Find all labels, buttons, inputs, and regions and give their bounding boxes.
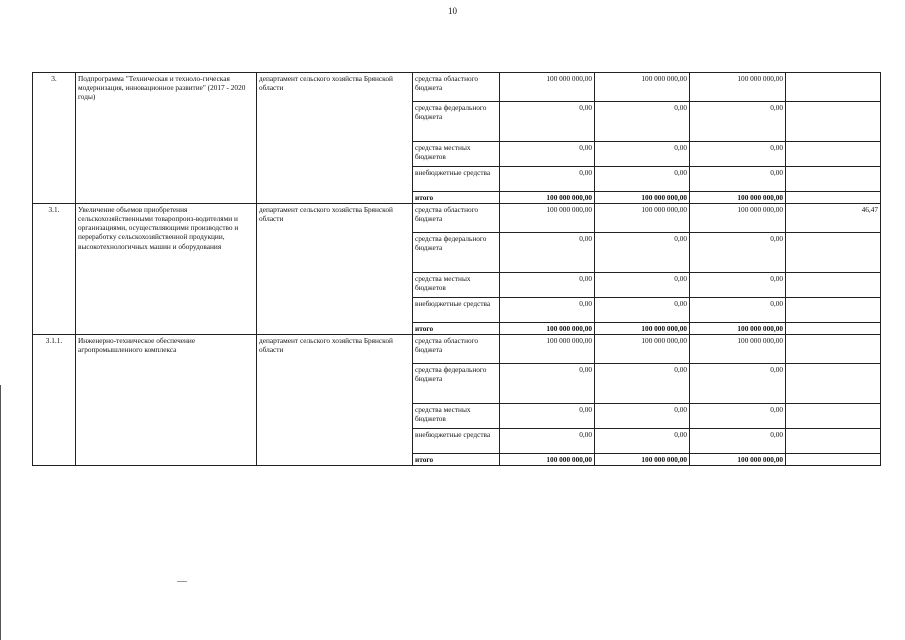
funding-source: средства областного бюджета — [413, 335, 500, 364]
funding-source: внебюджетные средства — [413, 429, 500, 454]
indicator-value — [786, 298, 881, 323]
program-name: Подпрограмма "Техническая и техноло-гическая модернизация, инновационное развитие" (2017 - 2020 годы) — [76, 73, 257, 204]
funding-source: итого — [413, 323, 500, 335]
amount-year-1: 0,00 — [500, 364, 595, 404]
amount-year-1: 0,00 — [500, 102, 595, 142]
funding-source: средства федерального бюджета — [413, 364, 500, 404]
amount-year-3: 100 000 000,00 — [690, 73, 786, 102]
amount-year-2: 0,00 — [595, 273, 690, 298]
page-number: 10 — [448, 6, 457, 16]
amount-year-2: 0,00 — [595, 364, 690, 404]
funding-source: итого — [413, 192, 500, 204]
executor: департамент сельского хозяйства Брянской области — [257, 73, 413, 204]
funding-source: средства местных бюджетов — [413, 273, 500, 298]
amount-year-2: 0,00 — [595, 429, 690, 454]
amount-year-3: 100 000 000,00 — [690, 192, 786, 204]
table-row — [33, 73, 881, 102]
row-code: 3.1.1. — [33, 335, 76, 466]
amount-year-3: 100 000 000,00 — [690, 335, 786, 364]
indicator-value: 46,47 — [786, 204, 881, 233]
indicator-value — [786, 233, 881, 273]
indicator-value — [786, 102, 881, 142]
amount-year-1: 100 000 000,00 — [500, 73, 595, 102]
amount-year-2: 100 000 000,00 — [595, 335, 690, 364]
amount-year-2: 0,00 — [595, 404, 690, 429]
funding-source: средства местных бюджетов — [413, 404, 500, 429]
indicator-value — [786, 167, 881, 192]
amount-year-1: 100 000 000,00 — [500, 192, 595, 204]
funding-source: средства местных бюджетов — [413, 142, 500, 167]
amount-year-2: 100 000 000,00 — [595, 73, 690, 102]
amount-year-2: 0,00 — [595, 102, 690, 142]
amount-year-1: 100 000 000,00 — [500, 335, 595, 364]
row-code: 3. — [33, 73, 76, 204]
amount-year-3: 0,00 — [690, 298, 786, 323]
executor: департамент сельского хозяйства Брянской области — [257, 204, 413, 335]
amount-year-3: 0,00 — [690, 233, 786, 273]
indicator-value — [786, 364, 881, 404]
amount-year-2: 0,00 — [595, 142, 690, 167]
amount-year-1: 100 000 000,00 — [500, 323, 595, 335]
funding-source: средства федерального бюджета — [413, 233, 500, 273]
amount-year-1: 100 000 000,00 — [500, 204, 595, 233]
table-row — [33, 204, 881, 233]
indicator-value — [786, 454, 881, 466]
funding-source: средства областного бюджета — [413, 204, 500, 233]
budget-table — [32, 72, 881, 466]
funding-source: средства федерального бюджета — [413, 102, 500, 142]
scan-edge-line — [0, 385, 1, 640]
amount-year-1: 0,00 — [500, 142, 595, 167]
indicator-value — [786, 404, 881, 429]
table-row — [33, 335, 881, 364]
amount-year-1: 0,00 — [500, 404, 595, 429]
amount-year-1: 100 000 000,00 — [500, 454, 595, 466]
amount-year-3: 0,00 — [690, 404, 786, 429]
indicator-value — [786, 142, 881, 167]
indicator-value — [786, 323, 881, 335]
amount-year-3: 0,00 — [690, 364, 786, 404]
indicator-value — [786, 273, 881, 298]
amount-year-1: 0,00 — [500, 429, 595, 454]
amount-year-1: 0,00 — [500, 233, 595, 273]
executor: департамент сельского хозяйства Брянской области — [257, 335, 413, 466]
amount-year-2: 100 000 000,00 — [595, 323, 690, 335]
amount-year-1: 0,00 — [500, 273, 595, 298]
amount-year-3: 0,00 — [690, 167, 786, 192]
scan-artifact — [177, 581, 187, 582]
program-name: Инженерно-техническое обеспечение агропромышленного комплекса — [76, 335, 257, 466]
amount-year-3: 0,00 — [690, 273, 786, 298]
indicator-value — [786, 429, 881, 454]
amount-year-2: 0,00 — [595, 233, 690, 273]
funding-source: средства областного бюджета — [413, 73, 500, 102]
amount-year-3: 0,00 — [690, 142, 786, 167]
row-code: 3.1. — [33, 204, 76, 335]
funding-source: внебюджетные средства — [413, 298, 500, 323]
amount-year-2: 100 000 000,00 — [595, 204, 690, 233]
amount-year-3: 100 000 000,00 — [690, 454, 786, 466]
amount-year-3: 100 000 000,00 — [690, 323, 786, 335]
amount-year-1: 0,00 — [500, 298, 595, 323]
funding-source: внебюджетные средства — [413, 167, 500, 192]
amount-year-1: 0,00 — [500, 167, 595, 192]
amount-year-3: 0,00 — [690, 102, 786, 142]
funding-source: итого — [413, 454, 500, 466]
amount-year-3: 0,00 — [690, 429, 786, 454]
indicator-value — [786, 73, 881, 102]
indicator-value — [786, 192, 881, 204]
amount-year-2: 0,00 — [595, 167, 690, 192]
amount-year-2: 100 000 000,00 — [595, 192, 690, 204]
amount-year-2: 100 000 000,00 — [595, 454, 690, 466]
amount-year-3: 100 000 000,00 — [690, 204, 786, 233]
amount-year-2: 0,00 — [595, 298, 690, 323]
program-name: Увеличение объемов приобретения сельскохозяйственными товаропроиз-водителями и организациями, осуществляющими производство и переработку сельскохозяйственной продукции, высокотехнологичных машин и оборудования — [76, 204, 257, 335]
indicator-value — [786, 335, 881, 364]
